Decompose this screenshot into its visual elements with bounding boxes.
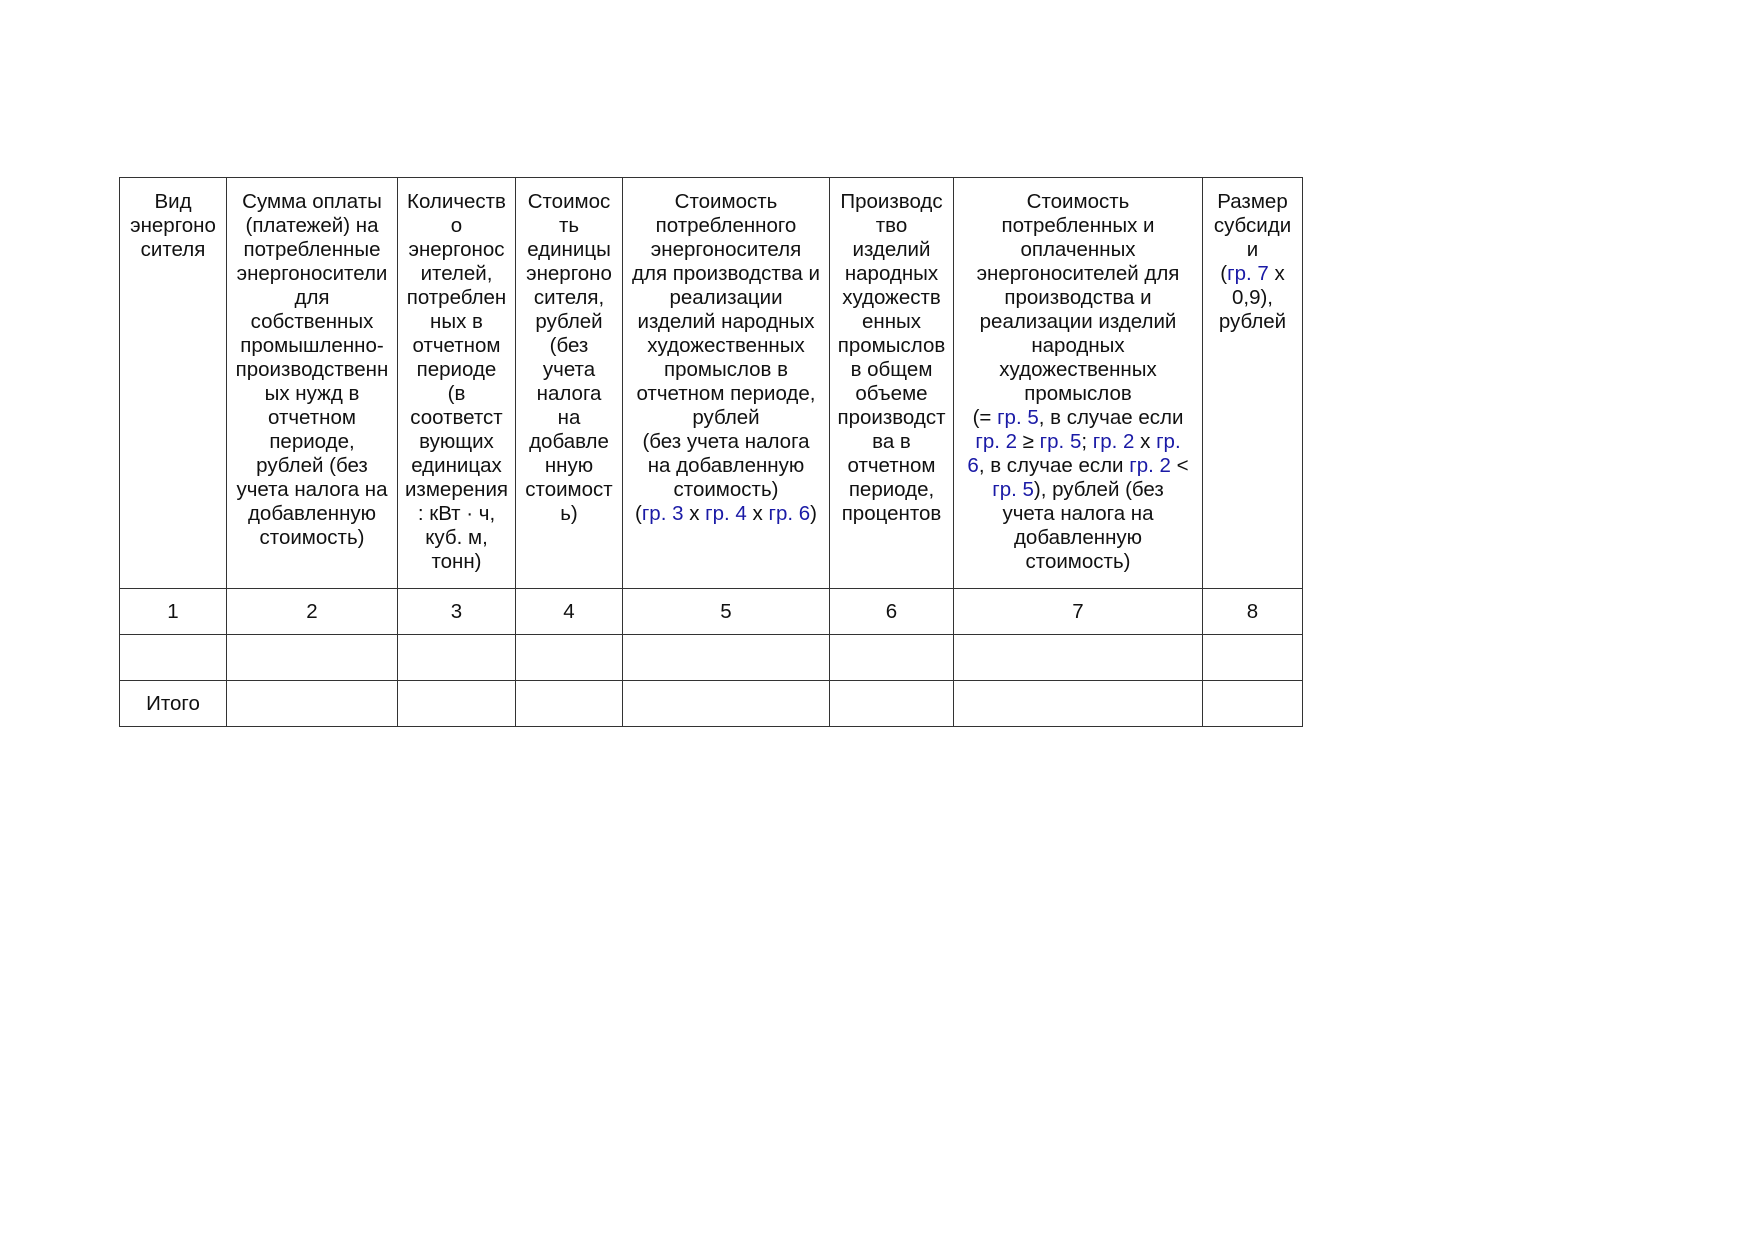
header-text: (	[1220, 262, 1228, 285]
header-line	[231, 382, 393, 406]
header-line	[958, 502, 1198, 526]
header-line	[231, 334, 393, 358]
total-cell[interactable]	[227, 681, 398, 727]
header-cell	[830, 178, 954, 589]
header-text: производст	[837, 406, 946, 429]
header-text: стоимост	[525, 478, 613, 501]
header-line	[834, 502, 949, 526]
header-line	[834, 286, 949, 310]
header-text: производственн	[235, 358, 389, 381]
header-text: , в случае если	[1038, 406, 1184, 429]
header-text: соответст	[410, 406, 503, 429]
header-row	[120, 178, 1303, 589]
header-line	[520, 406, 618, 430]
column-reference-link[interactable]: гр. 2	[975, 430, 1018, 453]
header-line	[834, 238, 949, 262]
header-line	[231, 526, 393, 550]
data-cell[interactable]	[227, 635, 398, 681]
header-line	[231, 286, 393, 310]
header-text: ых нужд в	[264, 382, 360, 405]
header-line	[627, 262, 825, 286]
header-line	[1207, 238, 1298, 262]
header-line	[627, 310, 825, 334]
header-line	[627, 478, 825, 502]
header-line	[520, 502, 618, 526]
column-reference-link[interactable]: гр. 2	[1129, 454, 1171, 477]
column-reference-link[interactable]: гр. 3	[641, 502, 684, 525]
header-line	[1207, 286, 1298, 310]
header-text: стоимость)	[259, 526, 365, 549]
header-line	[231, 430, 393, 454]
header-text: энергоносителей для	[976, 262, 1180, 285]
header-text: для	[294, 286, 330, 309]
header-text: Вид	[154, 190, 192, 213]
header-text: учета налога на	[236, 478, 388, 501]
header-text: рублей (без	[256, 454, 368, 477]
total-label: Итого	[120, 681, 227, 727]
header-text: единицах	[411, 454, 502, 477]
header-line	[834, 382, 949, 406]
header-text: добавле	[529, 430, 609, 453]
header-text: потребленного	[655, 214, 797, 237]
header-text: производства и	[1004, 286, 1152, 309]
header-line	[958, 550, 1198, 574]
header-text: субсиди	[1213, 214, 1292, 237]
header-line	[1207, 262, 1298, 286]
header-line	[520, 358, 618, 382]
header-line	[834, 334, 949, 358]
data-cell[interactable]	[398, 635, 516, 681]
header-line	[231, 310, 393, 334]
data-row	[120, 635, 1303, 681]
header-text: энергонос	[408, 238, 505, 261]
header-line	[520, 238, 618, 262]
header-text: промышленно-	[240, 334, 384, 357]
header-text: периоде,	[848, 478, 935, 501]
header-line	[520, 454, 618, 478]
column-number-row	[120, 589, 1303, 635]
header-cell	[1203, 178, 1303, 589]
header-text: объеме	[855, 382, 928, 405]
header-line	[627, 190, 825, 214]
header-line	[958, 382, 1198, 406]
header-line	[124, 190, 222, 214]
header-text: <	[1170, 454, 1189, 477]
header-line	[231, 406, 393, 430]
column-reference-link[interactable]: гр. 2	[1092, 430, 1135, 453]
header-line	[520, 262, 618, 286]
header-text: ва в	[872, 430, 911, 453]
header-line	[834, 310, 949, 334]
column-number-cell: 4	[516, 589, 623, 635]
header-text: художеств	[842, 286, 941, 309]
total-cell[interactable]	[516, 681, 623, 727]
header-text: на добавленную	[647, 454, 805, 477]
header-line	[231, 238, 393, 262]
header-text: рублей	[1218, 310, 1287, 333]
column-number-cell: 5	[623, 589, 830, 635]
header-text: реализации изделий	[979, 310, 1177, 333]
header-text: в общем	[850, 358, 933, 381]
header-text: ных в	[430, 310, 483, 333]
header-text: (без	[549, 334, 589, 357]
total-row	[120, 681, 1303, 727]
header-text: процентов	[841, 502, 942, 525]
column-reference-link[interactable]: гр. 5	[1039, 430, 1082, 453]
header-text: x	[1134, 430, 1157, 453]
header-line	[402, 310, 511, 334]
data-cell[interactable]	[954, 635, 1203, 681]
subsidy-table	[119, 177, 1303, 727]
header-line	[958, 478, 1198, 502]
header-text: ), рублей (без	[1033, 478, 1164, 501]
header-cell	[227, 178, 398, 589]
header-line	[834, 454, 949, 478]
header-line	[958, 454, 1198, 478]
header-text: енных	[861, 310, 922, 333]
header-text: нную	[544, 454, 594, 477]
header-text: стоимость)	[673, 478, 779, 501]
header-text: x	[746, 502, 769, 525]
header-text: энергоно	[130, 214, 216, 237]
header-line	[834, 262, 949, 286]
header-text: отчетном	[268, 406, 356, 429]
data-cell[interactable]	[516, 635, 623, 681]
header-text: единицы	[527, 238, 611, 261]
column-reference-link[interactable]: гр. 4	[705, 502, 747, 525]
data-cell[interactable]	[1203, 635, 1303, 681]
header-text: (без учета налога	[642, 430, 810, 453]
header-line	[231, 262, 393, 286]
header-line	[402, 334, 511, 358]
header-text: добавленную	[247, 502, 377, 525]
header-text: Производс	[840, 190, 943, 213]
header-line	[520, 214, 618, 238]
header-text: периоде,	[269, 430, 355, 453]
header-line	[627, 214, 825, 238]
header-line	[958, 406, 1198, 430]
header-text: промыслов в	[663, 358, 789, 381]
header-line	[958, 526, 1198, 550]
header-line	[402, 430, 511, 454]
header-line	[402, 454, 511, 478]
header-text: вующих	[419, 430, 494, 453]
header-line	[627, 382, 825, 406]
total-cell[interactable]	[830, 681, 954, 727]
header-text: (в	[447, 382, 466, 405]
header-text: ;	[1081, 430, 1093, 453]
column-number-cell: 7	[954, 589, 1203, 635]
header-text: учета налога на	[1002, 502, 1154, 525]
header-text: изделий	[852, 238, 931, 261]
header-line	[520, 190, 618, 214]
header-text: рублей	[535, 310, 603, 333]
header-text: ь)	[560, 502, 578, 525]
header-line	[958, 358, 1198, 382]
header-text: добавленную	[1013, 526, 1143, 549]
header-text: потребленные	[243, 238, 381, 261]
header-line	[231, 454, 393, 478]
header-line	[958, 190, 1198, 214]
header-text: 0,9),	[1231, 286, 1274, 309]
header-text: Сумма оплаты	[242, 190, 382, 213]
header-text: энергоносителя	[650, 238, 802, 261]
header-line	[231, 502, 393, 526]
header-line	[834, 358, 949, 382]
header-line	[627, 334, 825, 358]
header-line	[231, 478, 393, 502]
header-text: стоимость)	[1025, 550, 1131, 573]
header-text: Стоимость	[674, 190, 778, 213]
header-text: куб. м,	[425, 526, 488, 549]
header-line	[402, 262, 511, 286]
header-text: для производства и	[632, 262, 820, 285]
header-text: Стоимос	[527, 190, 611, 213]
header-line	[958, 334, 1198, 358]
header-line	[402, 214, 511, 238]
header-text: Количеств	[407, 190, 506, 213]
header-line	[231, 190, 393, 214]
header-text: тво	[875, 214, 908, 237]
header-line	[958, 430, 1198, 454]
header-text: : кВт · ч,	[417, 502, 496, 525]
header-line	[402, 550, 511, 574]
header-text: , в случае если	[978, 454, 1130, 477]
column-number-cell: 1	[120, 589, 227, 635]
header-line	[402, 502, 511, 526]
column-reference-link[interactable]: гр. 6	[768, 502, 811, 525]
data-cell[interactable]	[830, 635, 954, 681]
header-line	[231, 214, 393, 238]
header-line	[627, 406, 825, 430]
data-cell[interactable]	[623, 635, 830, 681]
header-text: на	[557, 406, 581, 429]
header-line	[627, 358, 825, 382]
header-text: (	[635, 502, 642, 525]
column-number-cell: 2	[227, 589, 398, 635]
header-line	[834, 478, 949, 502]
header-line	[402, 286, 511, 310]
header-line	[402, 382, 511, 406]
header-text: потреблен	[406, 286, 507, 309]
header-text: тонн)	[431, 550, 482, 573]
header-text: Стоимость	[1026, 190, 1130, 213]
header-text: x	[683, 502, 706, 525]
header-text: отчетном	[412, 334, 501, 357]
header-cell	[120, 178, 227, 589]
header-line	[958, 310, 1198, 334]
header-line	[520, 382, 618, 406]
header-cell	[954, 178, 1203, 589]
header-line	[402, 478, 511, 502]
column-reference-link[interactable]: гр.	[1156, 430, 1181, 453]
header-line	[520, 286, 618, 310]
header-cell	[516, 178, 623, 589]
header-text: промыслов	[837, 334, 946, 357]
header-text: налога	[536, 382, 602, 405]
header-line	[627, 238, 825, 262]
header-text: измерения	[404, 478, 509, 501]
header-text: потребленных и	[1001, 214, 1155, 237]
column-number-cell: 6	[830, 589, 954, 635]
column-number-cell: 8	[1203, 589, 1303, 635]
header-text: ть	[558, 214, 580, 237]
header-cell	[398, 178, 516, 589]
header-line	[1207, 190, 1298, 214]
header-text: x	[1268, 262, 1285, 285]
header-text: периоде	[416, 358, 497, 381]
total-cell[interactable]	[1203, 681, 1303, 727]
header-line	[1207, 214, 1298, 238]
header-line	[520, 478, 618, 502]
header-text: народных	[844, 262, 939, 285]
header-text: оплаченных	[1020, 238, 1136, 261]
header-text: (платежей) на	[245, 214, 379, 237]
header-text: Размер	[1217, 190, 1288, 213]
header-text: художественных	[999, 358, 1157, 381]
header-text: художественных	[647, 334, 805, 357]
data-cell[interactable]	[120, 635, 227, 681]
column-reference-link[interactable]: гр. 5	[992, 478, 1034, 501]
header-line	[627, 286, 825, 310]
header-line	[627, 454, 825, 478]
header-text: ≥	[1017, 430, 1040, 453]
header-line	[834, 214, 949, 238]
header-line	[627, 502, 825, 526]
header-text: народных	[1031, 334, 1125, 357]
header-line	[958, 214, 1198, 238]
header-line	[124, 238, 222, 262]
header-text: )	[810, 502, 817, 525]
header-text: сителя,	[533, 286, 605, 309]
header-text: (=	[972, 406, 998, 429]
header-line	[520, 310, 618, 334]
header-line	[834, 406, 949, 430]
header-text: собственных	[250, 310, 374, 333]
header-line	[834, 190, 949, 214]
header-text: реализации	[669, 286, 783, 309]
header-text: отчетном периоде,	[636, 382, 816, 405]
column-reference-link[interactable]: гр. 7	[1227, 262, 1269, 285]
header-line	[627, 430, 825, 454]
header-line	[958, 262, 1198, 286]
header-line	[402, 358, 511, 382]
header-text: учета	[542, 358, 596, 381]
header-line	[402, 406, 511, 430]
header-line	[231, 358, 393, 382]
header-line	[1207, 310, 1298, 334]
header-line	[402, 190, 511, 214]
header-text: изделий народных	[637, 310, 815, 333]
column-reference-link[interactable]: 6	[967, 454, 979, 477]
header-text: отчетном	[847, 454, 936, 477]
header-text: сителя	[140, 238, 206, 261]
header-text: ителей,	[420, 262, 493, 285]
header-line	[520, 430, 618, 454]
header-line	[402, 238, 511, 262]
header-line	[520, 334, 618, 358]
header-text: энергоносители	[236, 262, 388, 285]
total-cell[interactable]	[623, 681, 830, 727]
header-cell	[623, 178, 830, 589]
header-line	[402, 526, 511, 550]
header-line	[124, 214, 222, 238]
header-text: энергоно	[526, 262, 612, 285]
total-cell[interactable]	[954, 681, 1203, 727]
header-text: рублей	[692, 406, 760, 429]
header-line	[834, 430, 949, 454]
total-cell[interactable]	[398, 681, 516, 727]
column-number-cell: 3	[398, 589, 516, 635]
header-line	[958, 238, 1198, 262]
column-reference-link[interactable]: гр. 5	[997, 406, 1039, 429]
header-line	[958, 286, 1198, 310]
header-text: промыслов	[1024, 382, 1132, 405]
header-text: о	[450, 214, 463, 237]
header-text: и	[1246, 238, 1259, 261]
